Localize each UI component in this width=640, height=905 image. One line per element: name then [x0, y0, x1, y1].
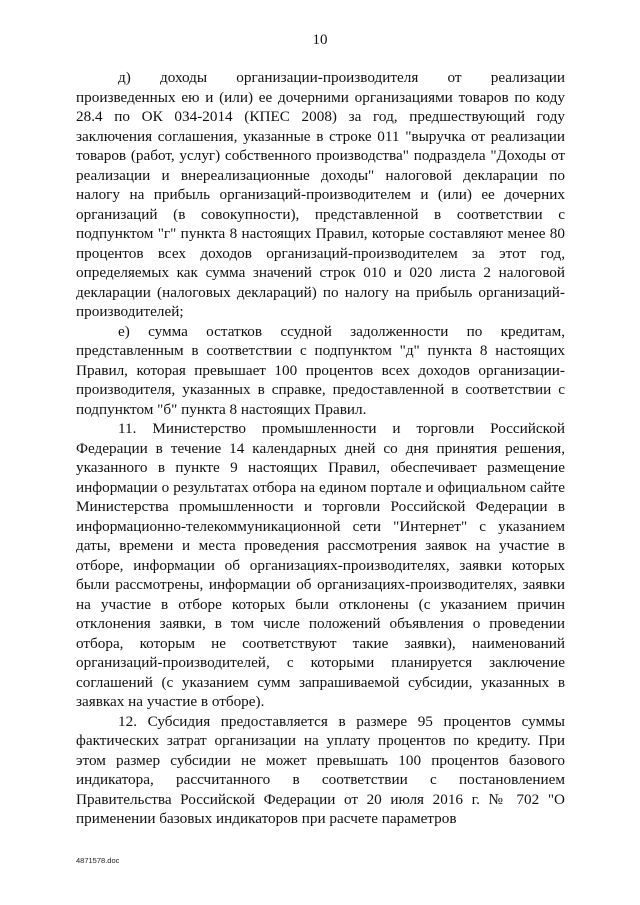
paragraph-e: е) сумма остатков ссудной задолженности по кредитам, представленным в соответствии с подпунктом "д" пункта 8 настоящих Правил, которая превышает 100 процентов всех доходов организации-производителя, указанных в справке, предоставленной в соответствии с подпунктом "б" пункта 8 настоящих Правил. — [76, 322, 565, 418]
document-body — [76, 68, 565, 829]
paragraph-11: 11. Министерство промышленности и торговли Российской Федерации в течение 14 календарных дней со дня принятия решения, указанного в пункте 9 настоящих Правил, обеспечивает размещение информации о результатах отбора на едином портале и официальном сайте Министерства промышленности и торговли Российской Федерации в информационно-телекоммуникационной сети "Интернет" с указанием даты, времени и места проведения рассмотрения заявок на участие в отборе, информации об организациях-производителях, заявки которых были рассмотрены, информации об организациях-производителях, заявки на участие в отборе которых были отклонены (с указанием причин отклонения заявки, в том числе положений объявления о проведении отбора, которым не соответствуют такие заявки), наименований организаций-производителей, с которыми планируется заключение соглашений (с указанием сумм запрашиваемой субсидии, указанных в заявках на участие в отборе). — [76, 420, 565, 710]
paragraph-d: д) доходы организации-производителя от реализации произведенных ею и (или) ее дочерними организациями товаров по коду 28.4 по ОК 034-2014 (КПЕС 2008) за год, предшествующий году заключения соглашения, указанные в строке 011 "выручка от реализации товаров (работ, услуг) собственного производства" подраздела "Доходы от реализации и внереализационные доходы" налоговой декларации по налогу на прибыль организаций-производителем и (или) ее дочерних организаций (в совокупности), представленной в соответствии с подпунктом "г" пункта 8 настоящих Правил, которые составляют менее 80 процентов всех доходов организаций-производителем за этот год, определяемых как сумма значений строк 010 и 020 листа 2 налоговой декларации (налоговых деклараций) по налогу на прибыль организаций-производителей; — [76, 69, 565, 320]
page-number: 10 — [312, 32, 328, 48]
document-footer: 4871578.doc — [76, 856, 120, 865]
paragraph-12: 12. Субсидия предоставляется в размере 95 процентов суммы фактических затрат организации на уплату процентов по кредиту. При этом размер субсидии не может превышать 100 процентов базового индикатора, рассчитанного в соответствии с постановлением Правительства Российской Федерации от 20 июля 2016 г. № 702 "О применении базовых индикаторов при расчете параметров — [76, 712, 565, 827]
